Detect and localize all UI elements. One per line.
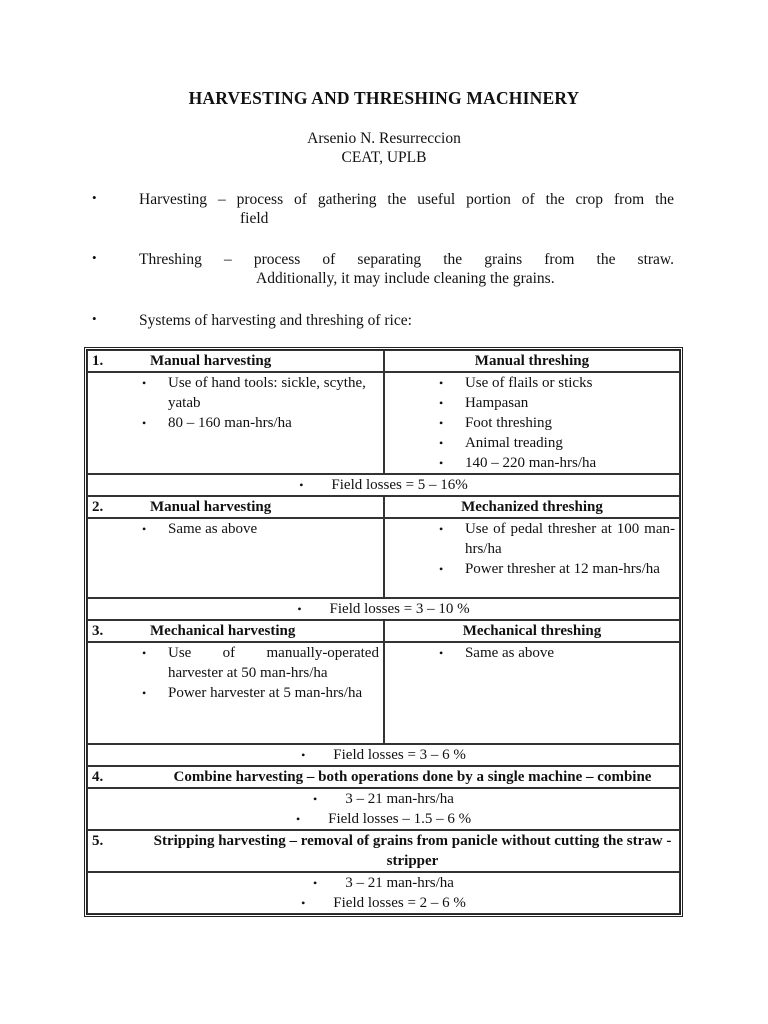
harvesting-method: Manual harvesting	[150, 353, 272, 369]
bullet-text-cont: Additionally, it may include cleaning the grains.	[256, 270, 555, 287]
page-title: HARVESTING AND THRESHING MACHINERY	[188, 88, 580, 108]
system-5-notes	[87, 872, 680, 914]
list-item: • Power thresher at 12 man-hrs/ha	[438, 561, 660, 577]
harvesting-items	[92, 519, 379, 539]
threshing-items	[389, 643, 675, 663]
list-item: • Use of pedal thresher at 100 man-hrs/ha	[438, 521, 675, 557]
threshing-method: Mechanized threshing	[384, 496, 680, 518]
threshing-items	[389, 373, 675, 473]
system-number: 4.	[92, 769, 104, 785]
system-3-header	[87, 620, 680, 642]
note-line: • Field losses – 1.5 – 6 %	[295, 811, 472, 827]
threshing-items	[389, 519, 675, 579]
system-number: 2.	[92, 499, 104, 515]
note-line: • Field losses = 2 – 6 %	[301, 895, 466, 911]
system-3-details	[87, 642, 680, 744]
harvesting-items	[92, 373, 379, 433]
bullet-text-cont: field	[240, 210, 269, 227]
note-line: • 3 – 21 man-hrs/ha	[313, 875, 454, 891]
system-3-losses: • Field losses = 3 – 6 %	[87, 744, 680, 766]
system-4-notes	[87, 788, 680, 830]
system-1-details	[87, 372, 680, 474]
list-item: • Power harvester at 5 man-hrs/ha	[142, 685, 363, 701]
field-losses: Field losses = 2 – 6 %	[333, 895, 466, 911]
author-affiliation: CEAT, UPLB	[341, 149, 427, 166]
labor-requirement: 3 – 21 man-hrs/ha	[345, 875, 454, 891]
field-losses: Field losses = 5 – 16%	[331, 477, 468, 493]
field-losses: Field losses = 3 – 10 %	[329, 601, 470, 617]
list-item: • Use of manually-operated harvester at 50 man-hrs/ha	[142, 645, 379, 681]
system-4-header	[87, 766, 680, 788]
bullet-dot: •	[92, 311, 97, 326]
combined-method: Stripping harvesting – removal of grains from panicle without cutting the straw - stripper	[153, 833, 672, 869]
system-2-losses: • Field losses = 3 – 10 %	[87, 598, 680, 620]
bullet-text: Threshing – process of separating the grains from the straw.	[139, 251, 674, 268]
list-item: • Foot threshing	[438, 415, 553, 431]
list-item: • Animal treading	[438, 435, 563, 451]
harvesting-method: Manual harvesting	[150, 499, 272, 515]
author-name: Arsenio N. Resurreccion	[307, 130, 461, 147]
systems-table	[84, 347, 683, 917]
list-item: • 80 – 160 man-hrs/ha	[142, 415, 292, 431]
combined-method: Combine harvesting – both operations done by a single machine – combine	[173, 769, 652, 785]
labor-requirement: 3 – 21 man-hrs/ha	[345, 791, 454, 807]
system-5-header	[87, 830, 680, 872]
system-number: 5.	[92, 833, 104, 849]
field-losses: Field losses = 3 – 6 %	[333, 747, 466, 763]
system-1-header	[87, 350, 680, 372]
threshing-method: Manual threshing	[384, 350, 680, 372]
list-item: • Same as above	[438, 645, 555, 661]
system-2-header	[87, 496, 680, 518]
bullet-text: Harvesting – process of gathering the useful portion of the crop from the	[139, 191, 674, 208]
list-item: • Same as above	[142, 521, 258, 537]
system-number: 3.	[92, 623, 104, 639]
list-item: • Hampasan	[438, 395, 529, 411]
system-number: 1.	[92, 353, 104, 369]
system-1-losses: • Field losses = 5 – 16%	[87, 474, 680, 496]
harvesting-method: Mechanical harvesting	[150, 623, 296, 639]
note-line: • 3 – 21 man-hrs/ha	[313, 791, 454, 807]
harvesting-items	[92, 643, 379, 703]
field-losses: Field losses – 1.5 – 6 %	[328, 811, 472, 827]
bullet-dot: •	[92, 190, 97, 205]
list-item: • Use of flails or sticks	[438, 375, 593, 391]
system-2-details	[87, 518, 680, 598]
threshing-method: Mechanical threshing	[384, 620, 680, 642]
list-item: • Use of hand tools: sickle, scythe, yatab	[142, 375, 366, 411]
bullet-dot: •	[92, 250, 97, 265]
list-item: • 140 – 220 man-hrs/ha	[438, 455, 597, 471]
bullet-text: Systems of harvesting and threshing of rice:	[139, 312, 412, 329]
